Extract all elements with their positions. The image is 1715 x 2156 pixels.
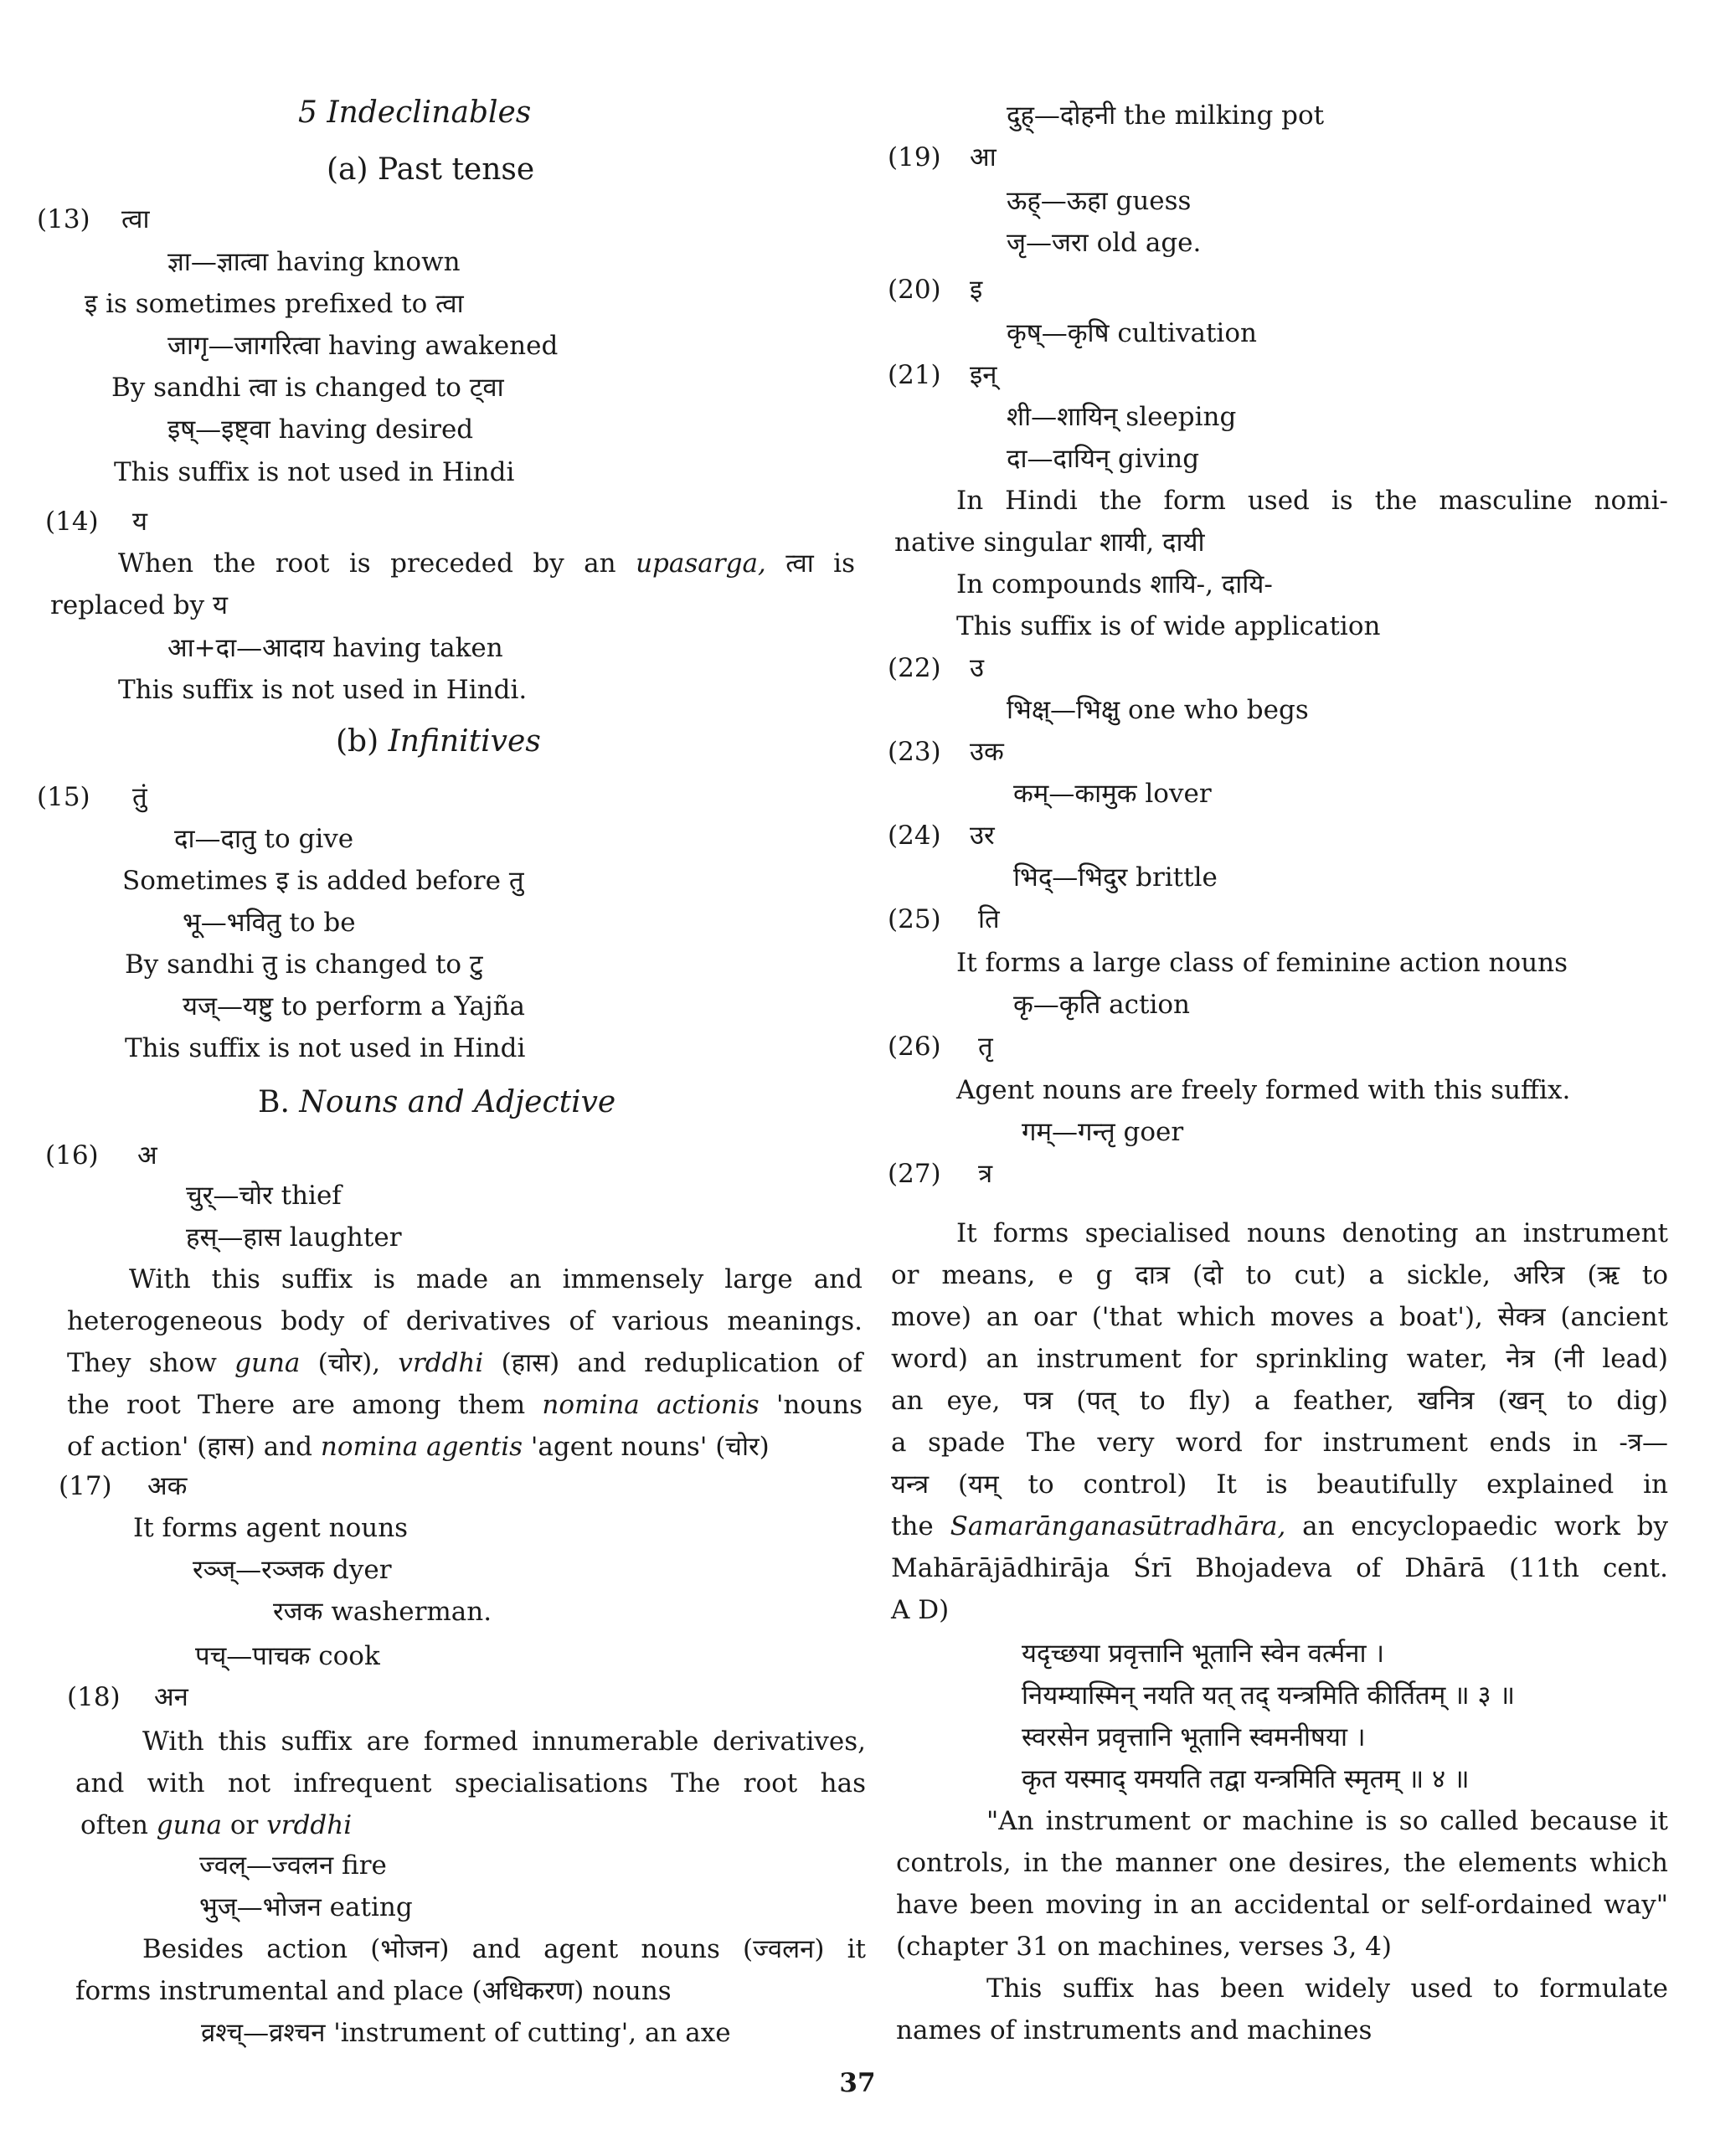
sanskrit-verse-line: यदृच्छया प्रवृत्तानि भूतानि स्वेन वर्त्मना । (1022, 1639, 1385, 1669)
sanskrit-verse-line: स्वरसेन प्रवृत्तानि भूतानि स्वमनीषया । (1022, 1722, 1366, 1752)
quote-line: have been moving in an accidental or self-ordained way" (896, 1890, 1668, 1920)
example-line: भू—भवितु to be (183, 908, 356, 938)
text-run-italic: Samarānganasūtradhāra, (950, 1511, 1286, 1541)
text-run: (b) (336, 724, 389, 759)
body-line: This suffix is not used in Hindi. (118, 675, 528, 705)
body-line (67, 1346, 863, 1380)
example-line: कृष्—कृषि cultivation (1007, 318, 1257, 348)
suffix-23: उक (970, 737, 1004, 767)
sanskrit-verse-line: कृत यस्माद् यमयति तद्वा यन्त्रमिति स्मृतम् ॥ ४ ॥ (1022, 1764, 1470, 1794)
example-line: दुह्—दोहनी the milking pot (1007, 100, 1325, 131)
quote-line: (chapter 31 on machines, verses 3, 4) (896, 1932, 1392, 1962)
text-run-italic: Infinitives (388, 724, 541, 759)
body-line: word) an instrument for sprinkling water, नेत्र (नी lead) (891, 1344, 1668, 1374)
example-line: रजक washerman. (273, 1597, 492, 1627)
suffix-number-26: (26) (888, 1032, 941, 1062)
body-line: This suffix is not used in Hindi (114, 457, 515, 487)
example-line: हस्—हास laughter (186, 1222, 402, 1253)
example-line: शी—शायिन् sleeping (1007, 402, 1237, 432)
example-line: यज्—यष्टु to perform a Yajña (183, 991, 526, 1021)
body-line: यन्त्र (यम् to control) It is beautifully explained in (891, 1469, 1668, 1500)
text-run: the root There are among them (67, 1390, 543, 1420)
text-run: 'nouns (759, 1390, 863, 1420)
body-line: By sandhi तु is changed to टु (125, 949, 483, 980)
body-line: Besides action (भोजन) and agent nouns (ज्वलन) it (142, 1934, 866, 1964)
text-run: (हास) and reduplication of (483, 1348, 863, 1378)
suffix-13: त्वा (121, 204, 150, 234)
text-run-italic: vrddhi (266, 1810, 353, 1840)
suffix-number-23: (23) (888, 737, 941, 767)
example-line: चुर्—चोर thief (186, 1181, 342, 1211)
suffix-16: अ (137, 1140, 157, 1171)
suffix-number-24: (24) (888, 821, 941, 851)
text-run-italic: nomina agentis (320, 1432, 523, 1462)
text-run: B. (258, 1085, 300, 1119)
suffix-number-21: (21) (888, 360, 941, 390)
body-line: or means, e g दात्र (दो to cut) a sickle, अरित्र (ऋ to (891, 1260, 1668, 1290)
text-run: (चोर), (300, 1348, 399, 1378)
body-line (80, 1809, 352, 1842)
body-line (891, 1510, 1668, 1543)
text-run-italic: guna (156, 1810, 223, 1840)
body-line: forms instrumental and place (अधिकरण) nouns (75, 1976, 672, 2006)
example-line: ज्ञा—ज्ञात्वा having known (167, 247, 461, 277)
example-line: जागृ—जागरित्वा having awakened (167, 331, 559, 361)
body-line: This suffix is not used in Hindi (125, 1033, 526, 1063)
suffix-20: इ (970, 275, 983, 305)
text-run-italic: vrddhi (398, 1348, 484, 1378)
body-line: A D) (891, 1595, 950, 1625)
body-line: Mahārājādhirāja Śrī Bhojadeva of Dhārā (11th cent. (891, 1553, 1668, 1583)
section-heading-indeclinables: 5 Indeclinables (298, 95, 532, 130)
body-line: It forms a large class of feminine action nouns (956, 948, 1568, 978)
text-run: of action' (हास) and (67, 1432, 321, 1462)
suffix-number-14: (14) (45, 507, 99, 537)
body-line: This suffix has been widely used to formulate (986, 1973, 1668, 2004)
subheading-past-tense: (a) Past tense (327, 152, 535, 187)
text-run: When the root is preceded by an (118, 548, 636, 579)
suffix-number-19: (19) (888, 142, 941, 172)
example-line: भिक्ष्—भिक्षु one who begs (1007, 695, 1309, 725)
text-run-italic: guna (234, 1348, 301, 1378)
body-line: and with not infrequent specialisations The root has (75, 1768, 866, 1798)
text-run: त्वा is (765, 548, 855, 579)
text-run-italic: upasarga, (636, 548, 766, 579)
suffix-21: इन् (970, 360, 997, 390)
suffix-number-16: (16) (45, 1140, 99, 1171)
suffix-number-13: (13) (37, 204, 90, 234)
body-line: With this suffix are formed innumerable derivatives, (142, 1726, 866, 1757)
suffix-number-18: (18) (67, 1682, 121, 1712)
quote-line: controls, in the manner one desires, the elements which (896, 1848, 1668, 1878)
body-line: replaced by य (50, 590, 229, 620)
suffix-number-15: (15) (37, 782, 90, 812)
text-run: They show (67, 1348, 235, 1378)
body-line: names of instruments and machines (896, 2015, 1373, 2045)
body-line: It forms specialised nouns denoting an instrument (956, 1218, 1668, 1248)
body-line: an eye, पत्र (पत् to fly) a feather, खनित्र (खन् to dig) (891, 1386, 1668, 1416)
text-run: 'agent nouns' (चोर) (523, 1432, 770, 1462)
suffix-number-25: (25) (888, 904, 941, 934)
text-run: an encyclopaedic work by (1285, 1511, 1669, 1541)
example-line: कम्—कामुक lover (1013, 779, 1212, 809)
example-line: ऊह्—ऊहा guess (1007, 186, 1192, 216)
body-line (67, 1430, 770, 1464)
body-line: By sandhi त्वा is changed to ट्वा (111, 373, 504, 403)
text-run: or (222, 1810, 267, 1840)
suffix-14: य (132, 507, 147, 537)
page-number: 37 (839, 2068, 876, 2098)
body-line (67, 1388, 863, 1422)
body-line: इ is sometimes prefixed to त्वा (85, 289, 464, 319)
text-run: often (80, 1810, 157, 1840)
body-line: Agent nouns are freely formed with this suffix. (956, 1075, 1571, 1105)
sanskrit-verse-line: नियम्यास्मिन् नयति यत् तद् यन्त्रमिति कीर्तितम् ॥ ३ ॥ (1022, 1680, 1516, 1711)
example-line: भुज्—भोजन eating (199, 1892, 413, 1922)
text-run: the (891, 1511, 950, 1541)
suffix-22: उ (970, 653, 984, 683)
section-heading-nouns-adjectives (258, 1086, 615, 1119)
body-line (118, 547, 855, 580)
example-line: पच्—पाचक cook (195, 1641, 380, 1671)
example-line: कृ—कृति action (1013, 990, 1191, 1020)
body-line: Sometimes इ is added before तु (122, 866, 524, 896)
suffix-number-22: (22) (888, 653, 941, 683)
suffix-number-27: (27) (888, 1159, 941, 1189)
suffix-number-17: (17) (59, 1471, 112, 1501)
example-line: दा—दातु to give (174, 824, 354, 854)
suffix-26: तृ (978, 1032, 993, 1062)
example-line: आ+दा—आदाय having taken (167, 633, 503, 663)
text-run-italic: Nouns and Adjective (299, 1085, 616, 1119)
body-line: move) an oar ('that which moves a boat'), सेक्त्र (ancient (891, 1302, 1668, 1332)
body-line: With this suffix is made an immensely large and (129, 1264, 863, 1294)
suffix-25: ति (978, 904, 1000, 934)
suffix-15: तुं (132, 782, 147, 812)
example-line: गम्—गन्तृ goer (1022, 1117, 1184, 1147)
suffix-24: उर (970, 821, 995, 851)
suffix-27: त्र (978, 1159, 993, 1189)
body-line: a spade The very word for instrument ends in -त्र— (891, 1428, 1668, 1458)
example-line: दा—दायिन् giving (1007, 444, 1200, 474)
body-line: In compounds शायि-, दायि- (956, 569, 1273, 599)
example-line: इष्—इष्ट्वा having desired (167, 414, 474, 445)
suffix-19: आ (970, 142, 997, 172)
example-line: व्रश्च्—व्रश्चन 'instrument of cutting', an axe (201, 2018, 731, 2048)
quote-line: "An instrument or machine is so called because it (986, 1806, 1668, 1836)
suffix-17: अक (147, 1471, 188, 1501)
example-line: भिद्—भिदुर brittle (1013, 862, 1218, 893)
example-line: जृ—जरा old age. (1007, 228, 1202, 258)
body-line: In Hindi the form used is the masculine nomi- (956, 486, 1668, 516)
text-run-italic: nomina actionis (542, 1390, 760, 1420)
suffix-number-20: (20) (888, 275, 941, 305)
example-line: ज्वल्—ज्वलन fire (199, 1850, 387, 1881)
subheading-infinitives (336, 725, 541, 759)
body-line: heterogeneous body of derivatives of various meanings. (67, 1306, 863, 1336)
suffix-18: अन (154, 1682, 188, 1712)
body-line: This suffix is of wide application (956, 611, 1381, 641)
body-line: It forms agent nouns (133, 1513, 409, 1543)
example-line: रञ्ज्—रञ्जक dyer (193, 1555, 392, 1585)
body-line: native singular शायी, दायी (894, 527, 1205, 558)
